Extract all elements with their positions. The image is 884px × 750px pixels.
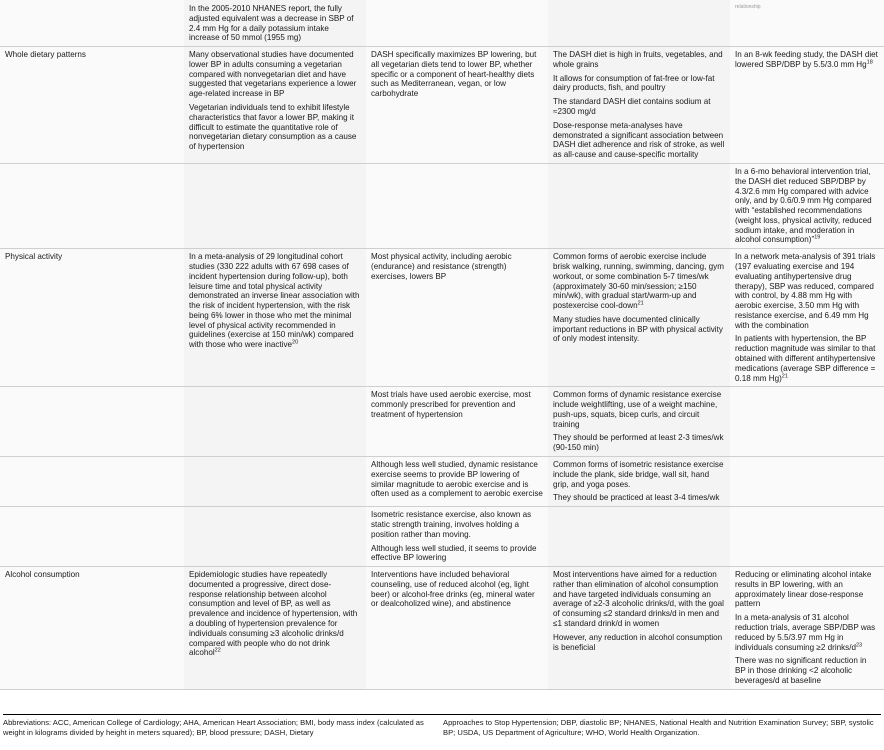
effect-cell [730,163,884,248]
footnote-right: Approaches to Stop Hypertension; DBP, diastolic BP; NHANES, National Health and Nutrition Examination Survey; SBP, systolic BP; USDA, US Department of Agriculture; WHO, World Health Organization. [443,718,874,737]
effect-cell [730,249,884,387]
citation-superscript: 18 [866,59,873,66]
cell-paragraph: Most trials have used aerobic exercise, most commonly prescribed for prevention and treatment of hypertension [371,390,531,419]
effect-cell [730,457,884,507]
domain-cell [0,163,184,248]
cell-paragraph: Many observational studies have documented lower BP in adults consuming a vegetarian compared with nonvegetarian diet and have suggested that vegetarians experience a lower age-related increase in BP [189,50,357,99]
effect-cell [730,0,884,47]
evidence-cell [184,507,366,567]
cell-paragraph: The standard DASH diet contains sodium at ≈2300 mg/d [553,97,711,117]
details-cell [548,249,730,387]
domain-cell [0,567,184,690]
domain-label: Whole dietary patterns [5,50,86,60]
table-row [0,457,884,507]
cell-paragraph: They should be practiced at least 3-4 times/wk [553,493,720,503]
citation-superscript: 20 [292,339,299,346]
cell-paragraph: In a network meta-analysis of 391 trials (197 evaluating exercise and 194 evaluating antihypertensive drug therapy), SBP was reduced, compared with control, by 4.88 mm Hg with aerobic exercise, 3.50 mm Hg with resistance exercise, and 6.49 mm Hg with the combination [735,252,876,330]
details-cell [548,567,730,690]
cell-paragraph: However, any reduction in alcohol consumption is beneficial [553,632,723,652]
cell-paragraph: In patients with hypertension, the BP reduction magnitude was similar to that obtained with different antihypertensive medications (average SBP difference = 0.18 mm Hg)$^{21}$ [735,334,876,383]
cell-paragraph: Isometric resistance exercise, also known as static strength training, involves holding a position rather than moving. [371,510,532,539]
intervention-cell [366,0,548,47]
intervention-cell [366,387,548,457]
details-cell [548,387,730,457]
cell-paragraph: Interventions have included behavioral counseling, use of reduced alcohol (eg, light beer) or alcohol-free drinks (eg, mineral water or dealcoholized wine), and abstinence [371,570,535,609]
table-row [0,249,884,387]
evidence-cell [184,47,366,164]
effect-cell [730,567,884,690]
cell-paragraph: Many studies have documented clinically important reductions in BP with physical activity of only modest intensity. [553,314,723,344]
table-row [0,567,884,690]
cell-paragraph: Vegetarian individuals tend to exhibit lifestyle characteristics that favor a lower BP, making it difficult to estimate the quantitative role of nonvegetarian dietary consumption as a cause of hypertension [189,103,357,152]
cell-paragraph: In a meta-analysis of 29 longitudinal cohort studies (330 222 adults with 67 698 cases of incident hypertension during follow-up), both leisure time and total physical activity demonstrated an inverse linear association with the risk of incident hypertension, with the risk being 6% lower in those who met the minimal level of physical activity recommended in guidelines (exercise at 150 min/wk) compared with those who were inactive$^{20}$ [189,252,360,350]
evidence-cell [184,457,366,507]
footnote-left: Abbreviations: ACC, American College of Cardiology; AHA, American Heart Association; BMI, body mass index (calculated as weight in kilograms divided by height in meters squared); BP, blood pressure; DASH, Dietary [3,718,424,737]
cell-paragraph: Most physical activity, including aerobic (endurance) and resistance (strength) exercises, lowers BP [371,252,512,281]
cell-paragraph: Most interventions have aimed for a reduction rather than elimination of alcohol consumption and have targeted individuals consuming an average of ≥2-3 alcoholic drinks/d, with the goal of consuming ≤2 standard drinks/d in men and ≤1 standard drink/d in women [553,570,724,628]
cell-paragraph: In the 2005-2010 NHANES report, the fully adjusted equivalent was a decrease in SBP of 2.4 mm Hg for a daily potassium intake increase of 50 mmol (1955 mg) [189,4,354,43]
cell-paragraph: Common forms of aerobic exercise include brisk walking, running, swimming, dancing, gym workout, or some combination 5-7 times/wk (approximately 30-60 min/session; ≥150 min/wk), with gradual start/warm-up and postexercise cool-down$^{21}$ [553,252,724,311]
cell-paragraph: Epidemiologic studies have repeatedly documented a progressive, direct dose-response relationship between alcohol consumption and level of BP, as well as prevalence and incidence of hypertension, with a doubling of hypertension prevalence for individuals consuming ≥3 alcoholic drinks/d compared with people who do not drink alcohol$^{22}$ [189,570,358,658]
cell-paragraph: Although less well studied, dynamic resistance exercise seems to provide BP lowering of similar magnitude to aerobic exercise and is often used as a complement to aerobic exercise [371,460,543,499]
details-cell [548,457,730,507]
evidence-cell [184,249,366,387]
evidence-cell [184,163,366,248]
cell-paragraph: Common forms of isometric resistance exercise include the plank, side bridge, wall sit, hand grip, and yoga poses. [553,460,724,489]
table-row [0,47,884,164]
intervention-cell [366,249,548,387]
cell-paragraph: In a 6-mo behavioral intervention trial, the DASH diet reduced SBP/DBP by 4.3/2.6 mm Hg compared with advice only, and by 0.6/0.9 mm Hg compared with “established recommendations (weight loss, physical activity, reduced sodium intake, and moderation in alcohol consumption)”$^{19}$ [735,166,872,245]
cell-paragraph: In an 8-wk feeding study, the DASH diet lowered SBP/DBP by 5.5/3.0 mm Hg$^{18}$ [735,50,878,69]
cell-paragraph: The DASH diet is high in fruits, vegetables, and whole grains [553,50,723,69]
effect-cell [730,47,884,164]
details-cell [548,163,730,248]
citation-superscript: 23 [855,641,863,648]
abbreviations-footnote [3,714,881,738]
cell-paragraph: There was no significant reduction in BP in those drinking <2 alcoholic beverages/d at baseline [735,656,867,685]
evidence-cell [184,0,366,47]
citation-superscript: 19 [814,234,821,241]
cell-paragraph: Reducing or eliminating alcohol intake results in BP lowering, with an approximately linear dose-response pattern [735,570,872,609]
citation-superscript: 21 [637,300,644,307]
details-cell [548,47,730,164]
cell-paragraph: DASH specifically maximizes BP lowering, but all vegetarian diets tend to lower BP, whether specific or a component of heart-healthy diets such as Mediterranean, vegan, or low carbohydrate [371,50,537,99]
table-row [0,0,884,47]
evidence-cell [184,567,366,690]
domain-cell [0,387,184,457]
domain-label: Alcohol consumption [5,570,80,580]
cell-paragraph: They should be performed at least 2-3 times/wk (90-150 min) [553,433,724,453]
effect-cell [730,507,884,567]
citation-superscript: 22 [214,647,221,654]
domain-cell [0,249,184,387]
table-row [0,163,884,248]
intervention-cell [366,457,548,507]
intervention-cell [366,567,548,690]
cell-paragraph: It allows for consumption of fat-free or low-fat dairy products, fish, and poultry [553,73,715,93]
cell-paragraph: Although less well studied, it seems to provide effective BP lowering [371,543,537,563]
intervention-cell [366,47,548,164]
cell-paragraph: Common forms of dynamic resistance exercise include weightlifting, use of a weight machine, push-ups, squats, bicep curls, and circuit training [553,390,722,429]
domain-cell [0,47,184,164]
domain-cell [0,0,184,47]
cell-paragraph: In a meta-analysis of 31 alcohol reduction trials, average SBP/DBP was reduced by 5.5/3.97 mm Hg in individuals consuming ≥2 drinks/$d^{23}$ [735,613,876,652]
intervention-cell [366,163,548,248]
cell-paragraph: Dose-response meta-analyses have demonstrated a significant association between DASH diet adherence and risk of stroke, as well as all-cause and cause-specific mortality [553,120,725,160]
citation-superscript: 21 [781,372,788,379]
domain-cell [0,457,184,507]
details-cell [548,507,730,567]
cut-off-text: relationship [735,4,761,10]
domain-cell [0,507,184,567]
table-row [0,507,884,567]
table-row [0,387,884,457]
evidence-cell [184,387,366,457]
domain-label: Physical activity [5,252,63,262]
intervention-cell [366,507,548,567]
effect-cell [730,387,884,457]
details-cell [548,0,730,47]
